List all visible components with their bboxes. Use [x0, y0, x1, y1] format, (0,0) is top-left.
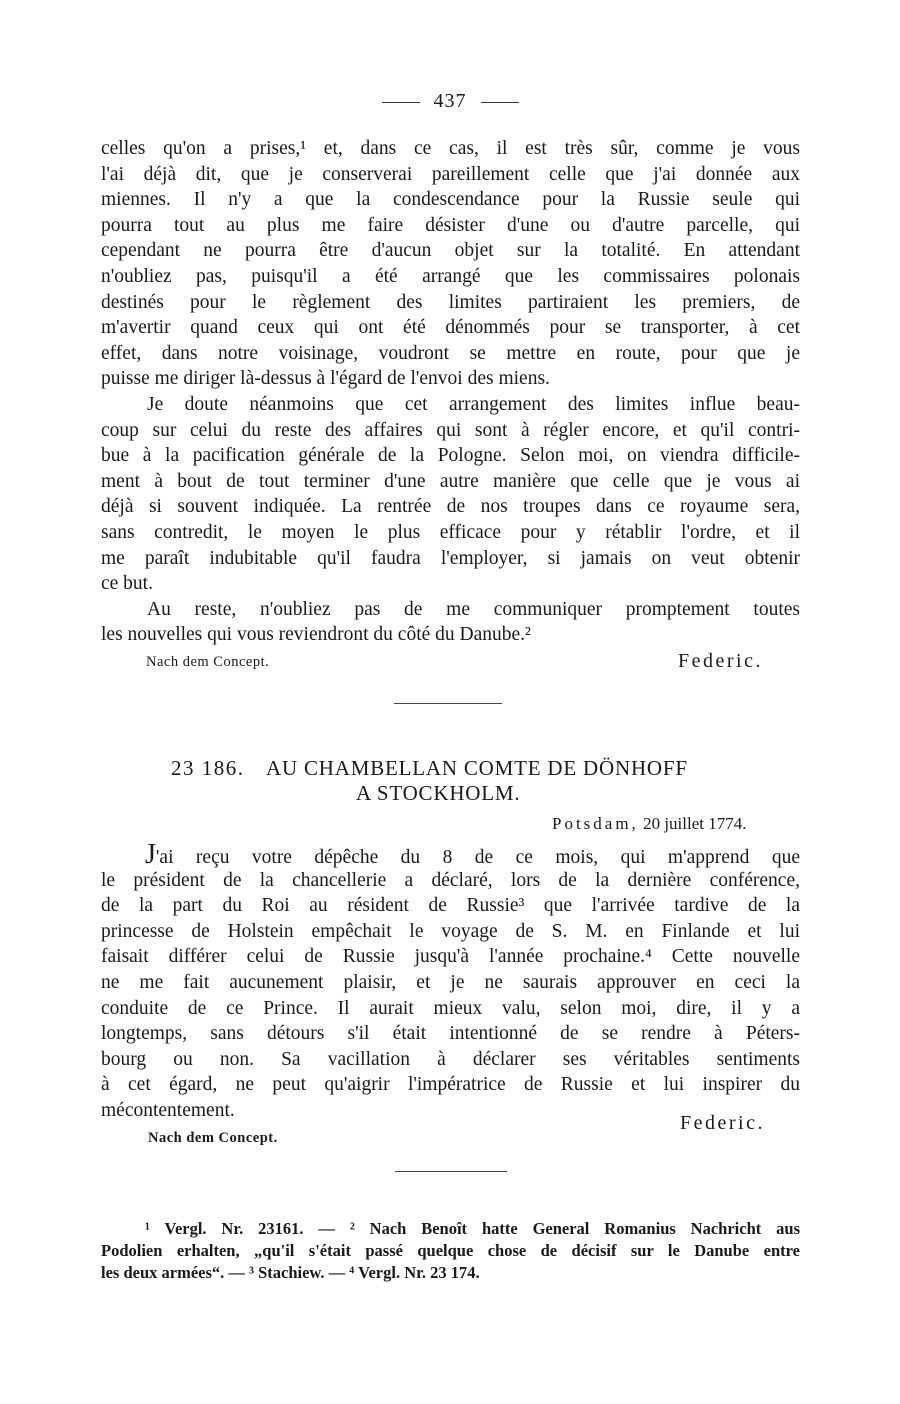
letter2-line: conduite de ce Prince. Il aurait mieux valu, selon moi, dire, il y a	[101, 997, 800, 1019]
letter1-line: coup sur celui du reste des affaires qui sont à régler encore, et qu'il contri-	[101, 419, 800, 441]
letter1-line: les nouvelles qui vous reviendront du côté du Danube.²	[101, 624, 531, 646]
addressee-line: AU CHAMBELLAN COMTE DE DÖNHOFF	[266, 756, 688, 780]
letter2-line: ne me fait aucunement plaisir, et je ne saurais approuver en ceci la	[101, 971, 800, 993]
letter1-line: celles qu'on a prises,¹ et, dans ce cas, il est très sûr, comme je vous	[101, 138, 800, 159]
footnote-line: Podolien erhalten, „qu'il s'était passé quelque chose de décisif sur le Danube entre	[101, 1241, 800, 1260]
footnotes	[101, 1218, 800, 1284]
page-header	[0, 90, 900, 113]
destination-line: A STOCKHOLM.	[356, 781, 521, 805]
concept-note: Nach dem Concept.	[148, 1130, 278, 1146]
footnote-line: ¹ Vergl. Nr. 23161. — ² Nach Benoît hatte General Romanius Nachricht aus	[145, 1219, 800, 1238]
place: Potsdam,	[552, 814, 639, 833]
page-number: 437	[433, 90, 467, 112]
letter1-line: Au reste, n'oubliez pas de me communiquer promptement toutes	[147, 598, 800, 620]
letter2-line: mécontentement.	[101, 1099, 235, 1121]
header-dash-left	[382, 102, 420, 103]
letter1-line: ce but.	[101, 573, 153, 595]
letter2-line: faisait différer celui de Russie jusqu'à l'année prochaine.⁴ Cette nouvelle	[101, 946, 800, 968]
letter1-line: destinés pour le règlement des limites partiraient les premiers, de	[101, 291, 800, 313]
place-date	[552, 814, 746, 834]
footnote-line: les deux armées“. — ³ Stachiew. — ⁴ Vergl. Nr. 23 174.	[101, 1263, 480, 1282]
letter2-line	[101, 839, 800, 870]
letter1-line: cependant ne pourra être d'aucun objet sur la totalité. En attendant	[101, 240, 800, 262]
letter1-line: effet, dans notre voisinage, voudront se mettre en route, pour que je	[101, 342, 800, 364]
letter2-line-text: 'ai reçu votre dépêche du 8 de ce mois, qui m'apprend que	[155, 847, 800, 868]
letter2-line: le président de la chancellerie a déclaré, lors de la dernière conférence,	[101, 869, 800, 891]
letter1-line: puisse me diriger là-dessus à l'égard de l'envoi des miens.	[101, 368, 550, 390]
letter2-body	[101, 839, 800, 1124]
footnote-divider	[395, 1171, 507, 1172]
letter1-line: bue à la pacification générale de la Pologne. Selon moi, on viendra difficile-	[101, 445, 800, 467]
letter-number: 23 186.	[171, 756, 245, 780]
letter1-body	[101, 136, 800, 648]
signature: Federic.	[680, 1112, 765, 1134]
letter1-line: me paraît indubitable qu'il faudra l'employer, si jamais on veut obtenir	[101, 547, 800, 569]
letter1-line: sans contredit, le moyen le plus efficace pour y rétablir l'ordre, et il	[101, 521, 800, 543]
letter1-line: l'ai déjà dit, que je conserverai pareillement celle que j'ai donnée aux	[101, 163, 800, 185]
letter2-line: de la part du Roi au résident de Russie³ que l'arrivée tardive de la	[101, 895, 800, 917]
section-divider	[394, 703, 502, 704]
letter1-line: m'avertir quand ceux qui ont été dénommés pour se transporter, à cet	[101, 317, 800, 339]
drop-cap: J	[145, 839, 156, 870]
letter1-line: Je doute néanmoins que cet arrangement des limites influe beau-	[147, 393, 800, 415]
header-dash-right	[481, 102, 519, 103]
letter2-line: longtemps, sans détours s'il était intentionné de se rendre à Péters-	[101, 1023, 800, 1045]
date: 20 juillet 1774.	[643, 814, 747, 833]
letter2-line: à cet égard, ne peut qu'aigrir l'impératrice de Russie et lui inspirer du	[101, 1074, 800, 1096]
signature: Federic.	[678, 650, 763, 672]
concept-note: Nach dem Concept.	[146, 654, 270, 670]
letter1-line: pourra tout au plus me faire désister d'une ou d'autre parcelle, qui	[101, 214, 800, 236]
letter1-line: déjà si souvent indiquée. La rentrée de nos troupes dans ce royaume sera,	[101, 496, 800, 518]
letter2-line: bourg ou non. Sa vacillation à déclarer ses véritables sentiments	[101, 1048, 800, 1070]
letter1-line: n'oubliez pas, puisqu'il a été arrangé que les commissaires polonais	[101, 265, 800, 287]
letter1-line: miennes. Il n'y a que la condescendance pour la Russie seule qui	[101, 189, 800, 211]
letter2-line: princesse de Holstein empêchait le voyage de S. M. en Finlande et lui	[101, 920, 800, 942]
letter1-line: ment à bout de tout terminer d'une autre manière que celle que je vous ai	[101, 470, 800, 492]
